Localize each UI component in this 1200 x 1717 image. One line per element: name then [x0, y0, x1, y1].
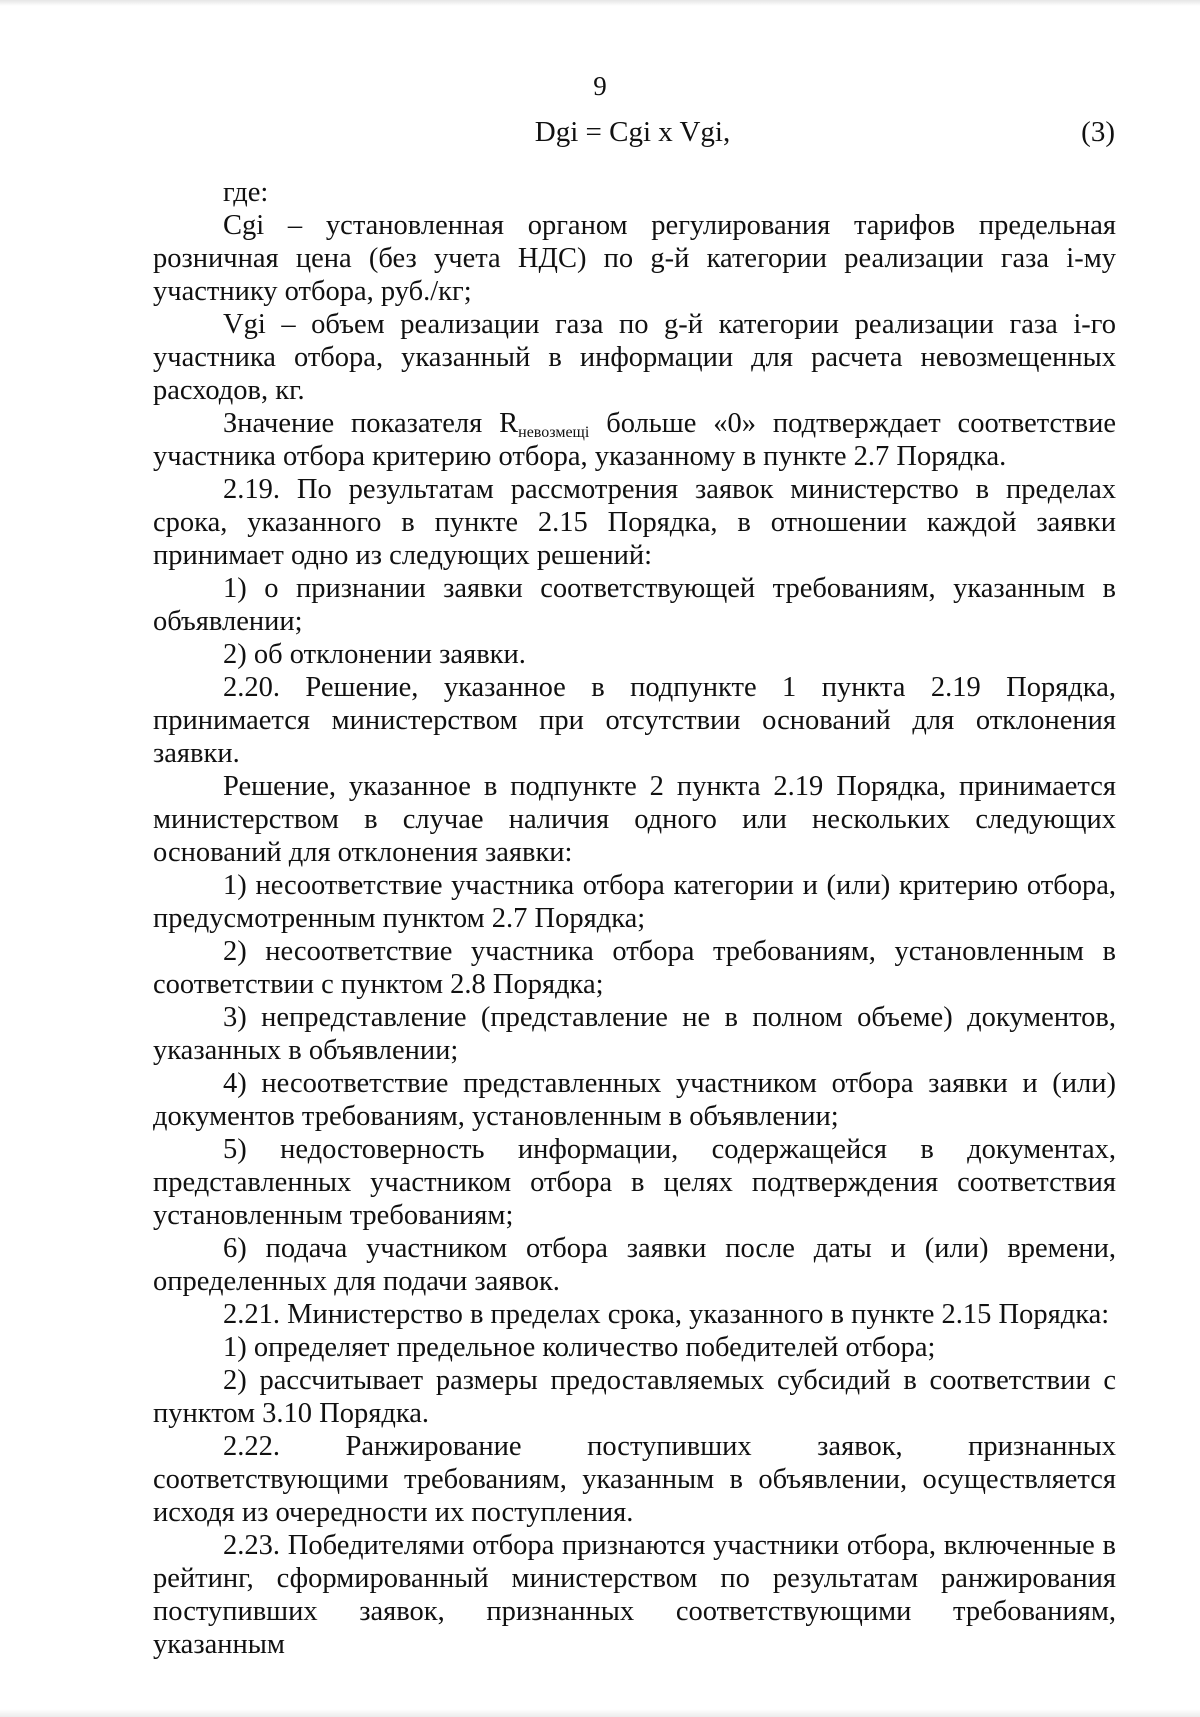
paragraph-ground-4: 4) несоответствие представленных участником отбора заявки и (или) документов требованиям, установленным в объявлении; — [153, 1068, 1116, 1132]
paragraph-2-21-item-2: 2) рассчитывает размеры предоставляемых субсидий в соответствии с пунктом 3.10 Порядка. — [153, 1365, 1116, 1429]
paragraph-2-21: 2.21. Министерство в пределах срока, указанного в пункте 2.15 Порядка: — [223, 1299, 1110, 1330]
paragraph-2-21-item-1: 1) определяет предельное количество победителей отбора; — [223, 1332, 936, 1363]
formula-number: (3) — [1081, 116, 1115, 148]
paragraph-cgi-definition: Cgi – установленная органом регулирования тарифов предельная розничная цена (без учета НДС) по g-й категории реализации газа i-му участнику отбора, руб./кг; — [153, 210, 1116, 307]
paragraph-ground-6: 6) подача участником отбора заявки после даты и (или) времени, определенных для подачи заявок. — [153, 1233, 1116, 1297]
indicator-subscript: невозмещі — [518, 424, 590, 441]
paragraph-rejection-grounds: Решение, указанное в подпункте 2 пункта 2.19 Порядка, принимается министерством в случае наличия одного или нескольких следующих оснований для отклонения заявки: — [153, 771, 1116, 868]
page-number: 9 — [593, 71, 607, 101]
paragraph-indicator-value — [153, 407, 1116, 473]
document-body — [153, 176, 1116, 1661]
paragraph-ground-3: 3) непредставление (представление не в полном объеме) документов, указанных в объявлении; — [153, 1002, 1116, 1066]
indicator-text-after: больше «0» подтверждает соответствие участника отбора критерию отбора, указанному в пункте 2.7 Порядка. — [153, 408, 1116, 472]
paragraph-2-22: 2.22. Ранжирование поступивших заявок, признанных соответствующими требованиям, указанным в объявлении, осуществляется исходя из очередности их поступления. — [153, 1431, 1116, 1528]
paragraph-2-20: 2.20. Решение, указанное в подпункте 1 пункта 2.19 Порядка, принимается министерством при отсутствии оснований для отклонения заявки. — [153, 672, 1116, 769]
paragraph-ground-5: 5) недостоверность информации, содержащейся в документах, представленных участником отбора в целях подтверждения соответствия установленным требованиям; — [153, 1134, 1116, 1231]
paragraph-ground-2: 2) несоответствие участника отбора требованиям, установленным в соответствии с пунктом 2.8 Порядка; — [153, 936, 1116, 1000]
paragraph-2-19: 2.19. По результатам рассмотрения заявок министерство в пределах срока, указанного в пункте 2.15 Порядка, в отношении каждой заявки принимает одно из следующих решений: — [153, 474, 1116, 571]
scan-edge-bottom — [0, 1709, 1200, 1717]
scan-edge-top — [0, 0, 1200, 6]
paragraph-2-19-item-2: 2) об отклонении заявки. — [223, 639, 526, 670]
paragraph-ground-1: 1) несоответствие участника отбора категории и (или) критерию отбора, предусмотренным пунктом 2.7 Порядка; — [153, 870, 1116, 934]
indicator-text-before: Значение показателя R — [223, 408, 519, 439]
paragraph-2-23: 2.23. Победителями отбора признаются участники отбора, включенные в рейтинг, сформированный министерством по результатам ранжирования поступивших заявок, признанных соответствующими требованиям, указанным — [153, 1530, 1116, 1660]
paragraph-where: где: — [223, 177, 269, 208]
paragraph-2-19-item-1: 1) о признании заявки соответствующей требованиям, указанным в объявлении; — [153, 573, 1116, 637]
paragraph-vgi-definition: Vgi – объем реализации газа по g-й категории реализации газа i-го участника отбора, указанный в информации для расчета невозмещенных расходов, кг. — [153, 309, 1116, 406]
formula: Dgi = Cgi x Vgi, — [534, 116, 731, 148]
formula-row — [150, 112, 1115, 152]
